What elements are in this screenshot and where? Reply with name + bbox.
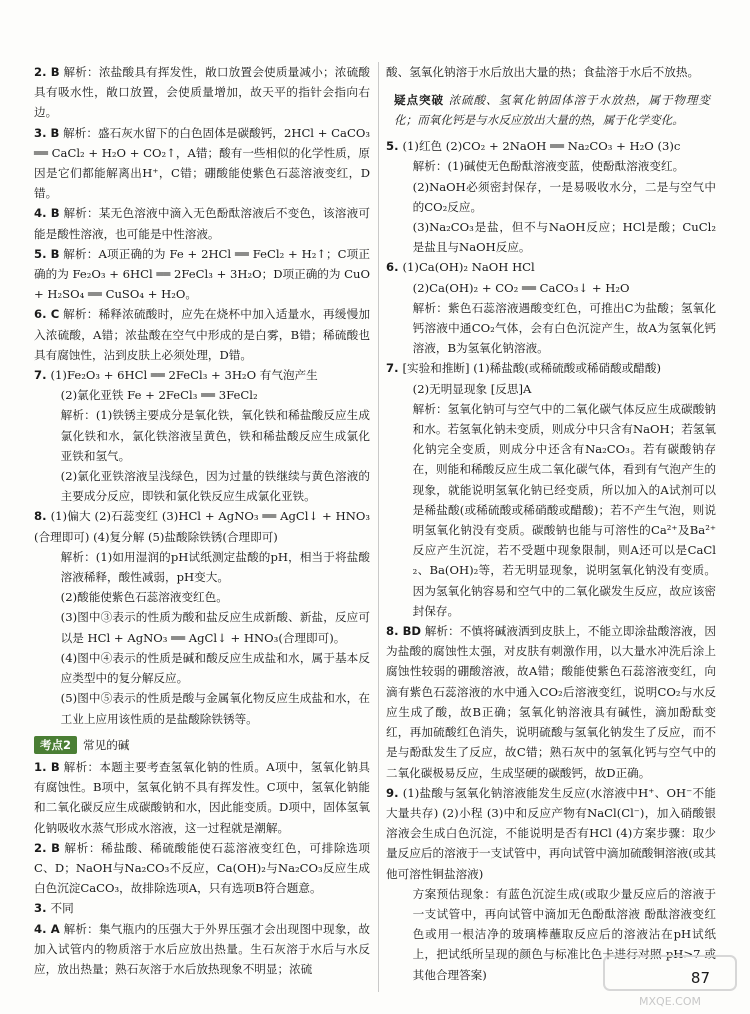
left-column: [34, 62, 370, 979]
answer-paragraph: 方案预估现象：有蓝色沉淀生成(或取少量反应后的溶液于一支试管中，再向试管中滴加无色酚酞溶液 酚酞溶液变红色或用一根洁净的玻璃棒蘸取反应后的溶液沾在pH试纸上，把试纸所呈现的颜色与标准比色卡进行对照 pH>7 或其他合理答案): [412, 886, 716, 982]
column-divider: [378, 62, 379, 992]
answer-paragraph: 2. B 解析：浓盐酸具有挥发性，敞口放置会使质量减小；浓硫酸具有吸水性，敞口放置，会使质量增加，故天平的指针会指向右边。: [34, 65, 370, 120]
answer-paragraph: (4)图中④表示的性质是碱和酸反应生成盐和水，属于基本反应类型中的复分解反应。: [60, 650, 370, 686]
answer-paragraph: 4. B 解析：某无色溶液中滴入无色酚酞溶液后不变色，该溶液可能是酸性溶液，也可能是中性溶液。: [34, 206, 370, 241]
answer-paragraph: (2)无明显现象 [反思]A: [412, 381, 532, 396]
answer-paragraph: 4. A 解析：集气瓶内的压强大于外界压强才会出现图中现象，故加入试管内的物质溶于水后应放出热量。生石灰溶于水后与水反应，放出热量；熟石灰溶于水后放热现象不明显；浓硫: [34, 921, 371, 976]
answer-paragraph: 9. (1)盐酸与氢氧化钠溶液能发生反应(水溶液中H⁺、OH⁻不能大量共存) (2)小程 (3)中和反应产物有NaCl(Cl⁻)，加入硝酸银溶液会生成白色沉淀，不能说明是否有HCl (4)方案步骤：取少量反应后的溶液于一支试管中，再向试管中滴加硫酸铜溶液(或其他可溶性铜盐溶液): [386, 785, 716, 881]
answer-paragraph: (5)图中⑤表示的性质是酸与金属氧化物反应生成盐和水，在工业上应用该性质的是盐酸除铁锈等。: [60, 691, 370, 726]
answer-paragraph: 6. (1)Ca(OH)₂ NaOH HCl: [386, 260, 535, 275]
answer-paragraph: (2)Ca(OH)₂ + CO₂ ══ CaCO₃↓ + H₂O: [412, 280, 630, 295]
right-column: [386, 62, 716, 985]
answer-paragraph: (3)Na₂CO₃是盐，但不与NaOH反应；HCl是酸；CuCl₂是盐且与NaOH反应。: [412, 220, 716, 255]
answer-paragraph: (2)氯化亚铁溶液呈浅绿色，因为过量的铁继续与黄色溶液的主要成分反应，即铁和氯化铁反应生成氯化亚铁。: [60, 469, 370, 504]
answer-paragraph: 酸、氢氧化钠溶于水后放出大量的热；食盐溶于水后不放热。: [386, 65, 700, 79]
answer-paragraph: 解析：(1)铁锈主要成分是氧化铁，氧化铁和稀盐酸反应生成氯化铁和水，氯化铁溶液呈黄色，铁和稀盐酸反应生成氯化亚铁和氢气。: [60, 408, 370, 463]
answer-paragraph: (2)NaOH必须密封保存，一是易吸收水分，二是与空气中的CO₂反应。: [412, 179, 716, 214]
watermark-logo: [600, 950, 740, 1010]
answer-list-bases: [34, 757, 370, 979]
answer-paragraph: 8. BD 解析：不慎将碱液洒到皮肤上，不能立即涂盐酸溶液，因为盐酸的腐蚀性太强，对皮肤有刺激作用，以大量水冲洗后涂上腐蚀性较弱的硼酸溶液，故A错；酸能使紫色石蕊溶液变红，向滴有紫色石蕊溶液的水中通入CO₂后溶液变红，说明CO₂与水反应生成了酸，故B正确；氢氧化钠溶液具有碱性，滴加酚酞变红，再加硫酸红色消失，说明硫酸与氢氧化钠发生了反应，而不是与酚酞发生了反应，故C错；熟石灰中的氢氧化钙与空气中的二氧化碳极易反应，生成坚硬的碳酸钙，故D正确。: [386, 624, 717, 780]
answer-paragraph: 解析：氢氧化钠可与空气中的二氧化碳气体反应生成碳酸钠和水。若氢氧化钠未变质，则成分中只含有NaOH；若氢氧化钠完全变质，则成分中还含有Na₂CO₃。若有碳酸钠存在，则能和稀酸反应生成二氧化碳气体，看到有气泡产生的现象，就能说明氢氧化钠已经变质，所以加入的A试剂可以是稀盐酸(或稀硫酸或稀硝酸或醋酸)；若不产生气泡，则说明氢氧化钠没有变质。碳酸钠也能与可溶性的Ca²⁺及Ba²⁺反应产生沉淀，若不受题中现象限制，则A还可以是CaCl₂、Ba(OH)₂等，若无明显现象，说明氢氧化钠没有变质。因为氢氧化钠容易和空气中的二氧化碳发生反应，故应该密封保存。: [412, 401, 717, 618]
section-title: 常见的碱: [83, 737, 130, 752]
answer-paragraph: (2)酸能使紫色石蕊溶液变红色。: [60, 590, 228, 605]
section-heading: [34, 735, 370, 755]
answer-paragraph: (3)图中③表示的性质为酸和盐反应生成新酸、新盐，反应可以是 HCl + AgNO₃ ══ AgCl↓ + HNO₃(合理即可)。: [60, 610, 370, 645]
answer-paragraph: 解析：紫色石蕊溶液遇酸变红色，可推出C为盐酸；氢氧化钙溶液中通CO₂气体，会有白色沉淀产生，故A为氢氧化钙溶液，B为氢氧化钠溶液。: [412, 300, 716, 356]
answer-list-right: [386, 136, 716, 985]
answer-paragraph: 解析：(1)碱使无色酚酞溶液变蓝，使酚酞溶液变红。: [412, 159, 685, 174]
tip-box: [388, 88, 716, 132]
answer-paragraph: 1. B 解析：本题主要考查氢氧化钠的性质。A项中，氢氧化钠具有腐蚀性。B项中，氢氧化钠不具有挥发性。C项中，氢氧化钠能和二氧化碳反应生成碳酸钠和水，因此能变质。D项中，固体氢氧化钠吸收水蒸气形成水溶液，这一过程就是潮解。: [34, 759, 370, 835]
section-badge: 考点2: [34, 736, 77, 754]
answer-paragraph: 7. (1)Fe₂O₃ + 6HCl ══ 2FeCl₃ + 3H₂O 有气泡产生: [34, 368, 318, 383]
answer-paragraph: 8. (1)偏大 (2)石蕊变红 (3)HCl + AgNO₃ ══ AgCl↓ + HNO₃(合理即可) (4)复分解 (5)盐酸除铁锈(合理即可): [34, 509, 370, 544]
watermark-text: MXQE.COM: [639, 995, 701, 1008]
answer-list-acids: [34, 62, 370, 729]
page-number: 87: [690, 968, 710, 987]
answer-paragraph: 6. C 解析：稀释浓硫酸时，应先在烧杯中加入适量水，再缓慢加入浓硫酸，A错；浓盐酸在空气中形成的是白雾，B错；稀硫酸也具有腐蚀性，沾到皮肤上必须处理，D错。: [34, 307, 370, 362]
tip-label: 疑点突破: [394, 93, 444, 108]
answer-paragraph: 解析：(1)如用湿润的pH试纸测定盐酸的pH，相当于将盐酸溶液稀释，酸性减弱，pH变大。: [60, 549, 370, 585]
answer-paragraph: 3. B 解析：盛石灰水留下的白色固体是碳酸钙，2HCl + CaCO₃ ══ CaCl₂ + H₂O + CO₂↑，A错；酸有一些相似的化学性质，原因是它们都能解离出H⁺，C错；硼酸能使紫色石蕊溶液变红，D错。: [34, 125, 370, 201]
tip-text: 浓硫酸、氢氧化钠固体溶于水放热，属于物理变化；而氧化钙是与水反应放出大量的热，属于化学变化。: [394, 93, 710, 128]
answer-paragraph: (2)氯化亚铁 Fe + 2FeCl₃ ══ 3FeCl₂: [60, 388, 258, 403]
answer-paragraph: 5. B 解析：A项正确的为 Fe + 2HCl ══ FeCl₂ + H₂↑；C项正确的为 Fe₂O₃ + 6HCl ══ 2FeCl₃ + 3H₂O；D项正确的为 CuO + H₂SO₄ ══ CuSO₄ + H₂O。: [34, 246, 371, 302]
answer-paragraph: 2. B 解析：稀盐酸、稀硫酸能使石蕊溶液变红色，可排除选项C、D；NaOH与Na₂CO₃不反应，Ca(OH)₂与Na₂CO₃反应生成白色沉淀CaCO₃，故排除选项A，只有选项B符合题意。: [34, 840, 370, 896]
answer-paragraph: 3. 不同: [34, 901, 74, 916]
answer-paragraph: 7. [实验和推断] (1)稀盐酸(或稀硫酸或稀硝酸或醋酸): [386, 361, 661, 376]
answer-list-continued: [386, 62, 716, 82]
answer-paragraph: 5. (1)红色 (2)CO₂ + 2NaOH ══ Na₂CO₃ + H₂O (3)c: [386, 139, 681, 154]
